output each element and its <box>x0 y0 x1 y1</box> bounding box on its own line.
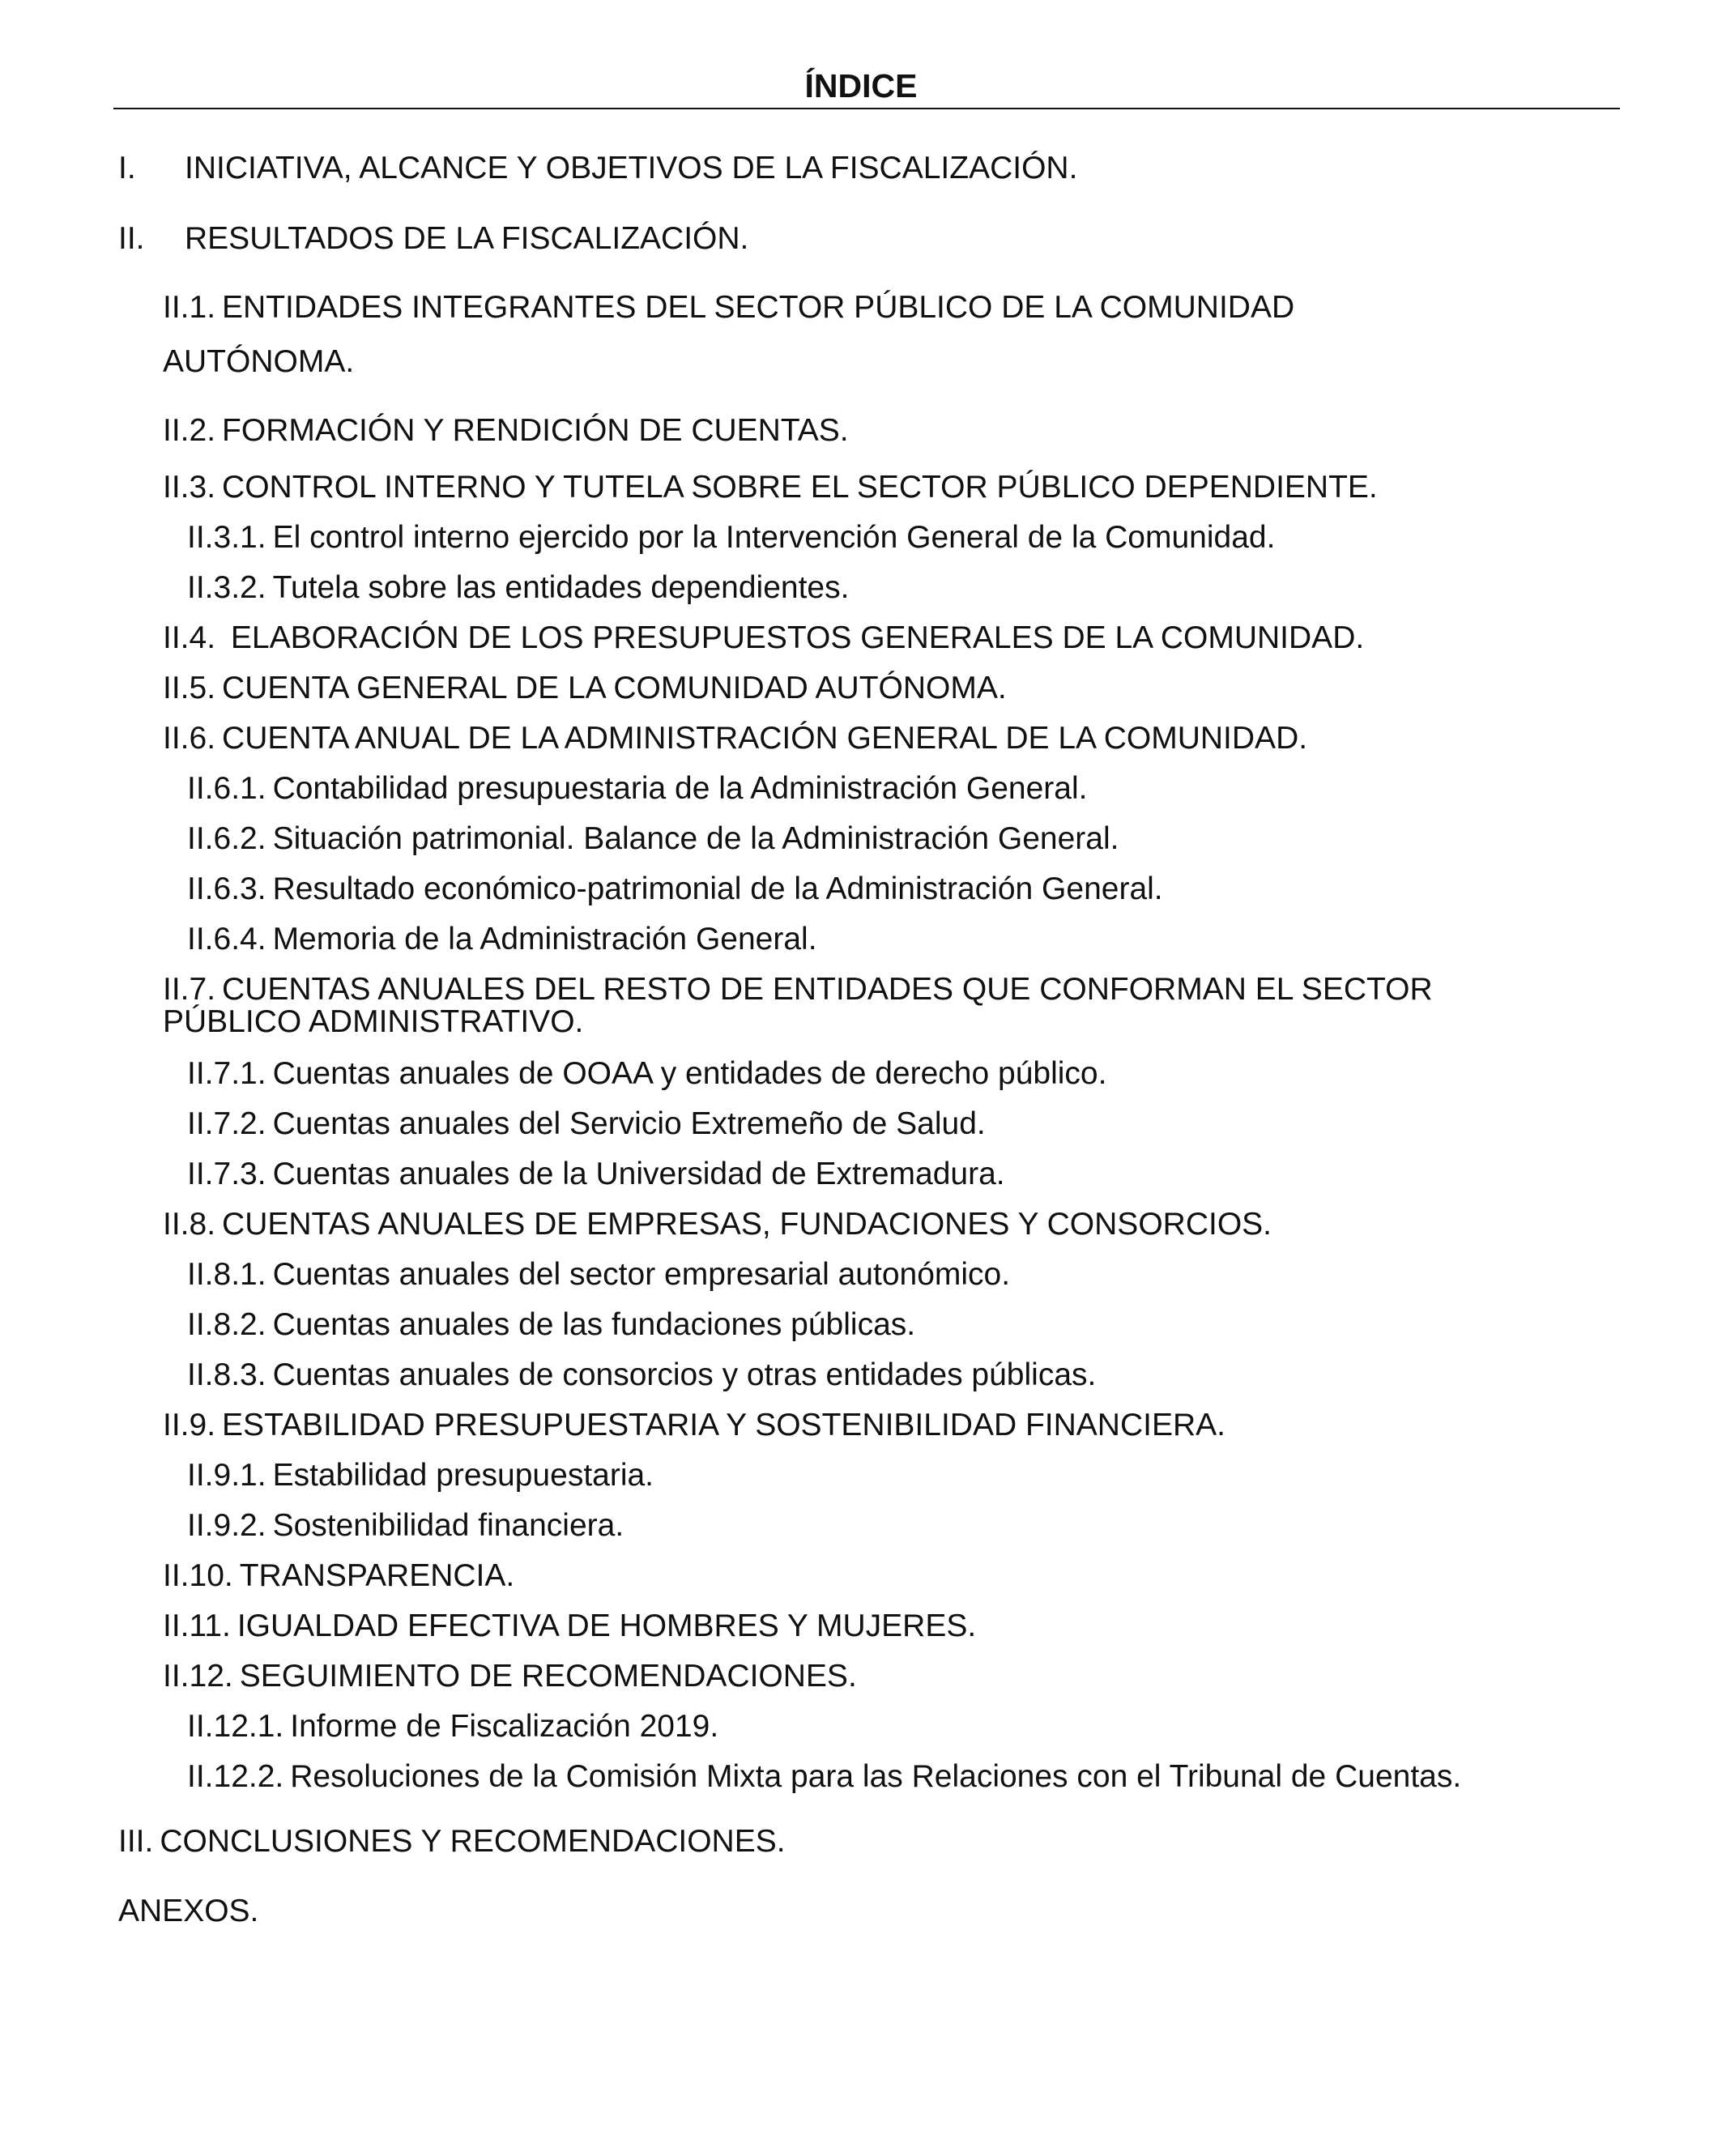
toc-entry-number: II.9.2. <box>187 1508 266 1543</box>
toc-entry-text: CUENTAS ANUALES DEL RESTO DE ENTIDADES QUE CONFORMAN EL SECTOR <box>222 972 1433 1007</box>
toc-entry-text: Contabilidad presupuestaria de la Administración General. <box>272 771 1088 806</box>
toc-entry-number: II.6. <box>163 721 216 756</box>
toc-entry-ii-4[interactable] <box>163 619 1364 658</box>
toc-entry-number: II.7.1. <box>187 1056 266 1091</box>
toc-entry-text: INICIATIVA, ALCANCE Y OBJETIVOS DE LA FISCALIZACIÓN. <box>185 151 1078 185</box>
toc-entry-ii-9-2[interactable] <box>187 1506 624 1545</box>
toc-entry-ii-8-2[interactable] <box>187 1306 915 1344</box>
toc-entry-ii-8-1[interactable] <box>187 1255 1010 1294</box>
toc-entry-number: II.9.1. <box>187 1458 266 1493</box>
toc-entry-text: ELABORACIÓN DE LOS PRESUPUESTOS GENERALES DE LA COMUNIDAD. <box>222 620 1365 655</box>
toc-entry-ii-3-2[interactable] <box>187 569 849 607</box>
toc-entry-text: IGUALDAD EFECTIVA DE HOMBRES Y MUJERES. <box>237 1608 977 1643</box>
toc-entry-text: Cuentas anuales del Servicio Extremeño de Salud. <box>272 1106 986 1141</box>
toc-entry-ii-10[interactable] <box>163 1557 514 1596</box>
toc-entry-text: RESULTADOS DE LA FISCALIZACIÓN. <box>185 221 749 256</box>
toc-entry-number: II.8.2. <box>187 1307 266 1342</box>
toc-entry-number: II.12.1. <box>187 1709 284 1744</box>
toc-entry-number: II.8. <box>163 1207 216 1242</box>
toc-entry-ii-9[interactable] <box>163 1406 1225 1445</box>
toc-entry-number: II. <box>118 221 145 256</box>
toc-entry-ii-7-continuation <box>163 1006 583 1038</box>
toc-entry-anexos[interactable] <box>118 1892 258 1931</box>
toc-entry-ii-2[interactable] <box>163 411 849 450</box>
toc-entry-ii-12-2[interactable] <box>187 1758 1461 1796</box>
toc-entry-number: II.6.3. <box>187 871 266 906</box>
toc-entry-number: II.3.1. <box>187 520 266 555</box>
toc-entry-ii-6-4[interactable] <box>187 920 817 959</box>
toc-entry-number: II.6.2. <box>187 821 266 856</box>
toc-entry-text: Estabilidad presupuestaria. <box>272 1458 654 1493</box>
toc-entry-text: El control interno ejercido por la Intervención General de la Comunidad. <box>272 520 1276 555</box>
toc-entry-text-continuation: AUTÓNOMA. <box>163 344 355 379</box>
toc-entry-ii-6[interactable] <box>163 719 1307 758</box>
toc-entry-text: Situación patrimonial. Balance de la Administración General. <box>272 821 1119 856</box>
toc-entry-text: CUENTA GENERAL DE LA COMUNIDAD AUTÓNOMA. <box>222 671 1007 705</box>
toc-entry-number: II.5. <box>163 671 216 705</box>
toc-entry-number: II.6.4. <box>187 922 266 957</box>
toc-entry-number: II.12. <box>163 1659 233 1694</box>
toc-entry-ii-7-3[interactable] <box>187 1155 1005 1194</box>
title-divider <box>113 108 1620 109</box>
toc-entry-number: II.4. <box>163 620 216 655</box>
toc-entry-ii[interactable] <box>118 219 748 258</box>
toc-entry-number: II.11. <box>163 1608 231 1643</box>
toc-entry-number: II.9. <box>163 1408 216 1442</box>
toc-entry-ii-5[interactable] <box>163 669 1007 708</box>
toc-entry-iii[interactable] <box>118 1822 786 1861</box>
toc-entry-ii-8[interactable] <box>163 1205 1272 1244</box>
toc-entry-number: II.7.3. <box>187 1157 266 1191</box>
toc-entry-text: CONTROL INTERNO Y TUTELA SOBRE EL SECTOR PÚBLICO DEPENDIENTE. <box>222 470 1378 505</box>
toc-entry-text: Cuentas anuales de las fundaciones públicas. <box>272 1307 916 1342</box>
toc-entry-number: II.3.2. <box>187 570 266 605</box>
toc-entry-text: Tutela sobre las entidades dependientes. <box>272 570 850 605</box>
toc-entry-text: FORMACIÓN Y RENDICIÓN DE CUENTAS. <box>222 413 849 448</box>
toc-entry-ii-1[interactable] <box>163 288 1294 327</box>
page-title: ÍNDICE <box>804 67 918 104</box>
toc-entry-ii-7-1[interactable] <box>187 1055 1106 1093</box>
toc-entry-ii-3-1[interactable] <box>187 518 1275 557</box>
toc-entry-number: II.7.2. <box>187 1106 266 1141</box>
toc-entry-text: Informe de Fiscalización 2019. <box>290 1709 719 1744</box>
toc-entry-ii-12-1[interactable] <box>187 1707 718 1746</box>
toc-entry-i[interactable] <box>118 149 1077 188</box>
toc-entry-number: II.12.2. <box>187 1759 284 1794</box>
toc-entry-text: TRANSPARENCIA. <box>239 1558 515 1593</box>
toc-entry-text: ENTIDADES INTEGRANTES DEL SECTOR PÚBLICO DE LA COMUNIDAD <box>222 290 1295 325</box>
toc-entry-text: Cuentas anuales del sector empresarial autonómico. <box>272 1257 1011 1292</box>
toc-entry-ii-8-3[interactable] <box>187 1356 1096 1395</box>
toc-entry-ii-6-3[interactable] <box>187 870 1163 909</box>
toc-entry-number: II.10. <box>163 1558 233 1593</box>
toc-entry-number: II.8.1. <box>187 1257 266 1292</box>
toc-entry-text: Sostenibilidad financiera. <box>272 1508 624 1543</box>
toc-entry-ii-6-1[interactable] <box>187 769 1088 808</box>
toc-entry-text: Resultado económico-patrimonial de la Administración General. <box>272 871 1163 906</box>
toc-entry-ii-7[interactable] <box>163 974 1433 1006</box>
toc-entry-text: CUENTAS ANUALES DE EMPRESAS, FUNDACIONES Y CONSORCIOS. <box>222 1207 1272 1242</box>
toc-entry-number: II.2. <box>163 413 216 448</box>
toc-entry-number: I. <box>118 151 136 185</box>
toc-entry-number: II.7. <box>163 972 216 1007</box>
toc-entry-number: II.3. <box>163 470 216 505</box>
toc-entry-number: III. <box>118 1824 154 1859</box>
toc-entry-ii-7-2[interactable] <box>187 1105 986 1144</box>
toc-entry-text: Cuentas anuales de la Universidad de Extremadura. <box>272 1157 1005 1191</box>
toc-entry-text: ESTABILIDAD PRESUPUESTARIA Y SOSTENIBILIDAD FINANCIERA. <box>222 1408 1225 1442</box>
toc-entry-ii-6-2[interactable] <box>187 820 1119 859</box>
toc-entry-number: II.8.3. <box>187 1357 266 1392</box>
toc-entry-text: SEGUIMIENTO DE RECOMENDACIONES. <box>239 1659 857 1694</box>
toc-entry-ii-3[interactable] <box>163 468 1378 507</box>
toc-entry-ii-12[interactable] <box>163 1657 857 1696</box>
toc-entry-text: Cuentas anuales de consorcios y otras entidades públicas. <box>272 1357 1097 1392</box>
toc-entry-ii-9-1[interactable] <box>187 1456 654 1495</box>
toc-entry-ii-1-continuation <box>163 343 354 381</box>
toc-entry-text-continuation: PÚBLICO ADMINISTRATIVO. <box>163 1004 584 1039</box>
toc-entry-text: Memoria de la Administración General. <box>272 922 817 957</box>
toc-entry-text: ANEXOS. <box>118 1894 259 1928</box>
toc-entry-text: Cuentas anuales de OOAA y entidades de derecho público. <box>272 1056 1107 1091</box>
toc-entry-number: II.1. <box>163 290 216 325</box>
toc-entry-number: II.6.1. <box>187 771 266 806</box>
toc-entry-text: Resoluciones de la Comisión Mixta para las Relaciones con el Tribunal de Cuentas. <box>290 1759 1462 1794</box>
toc-entry-text: CUENTA ANUAL DE LA ADMINISTRACIÓN GENERAL DE LA COMUNIDAD. <box>222 721 1308 756</box>
toc-entry-text: CONCLUSIONES Y RECOMENDACIONES. <box>160 1824 786 1859</box>
toc-entry-ii-11[interactable] <box>163 1607 976 1646</box>
